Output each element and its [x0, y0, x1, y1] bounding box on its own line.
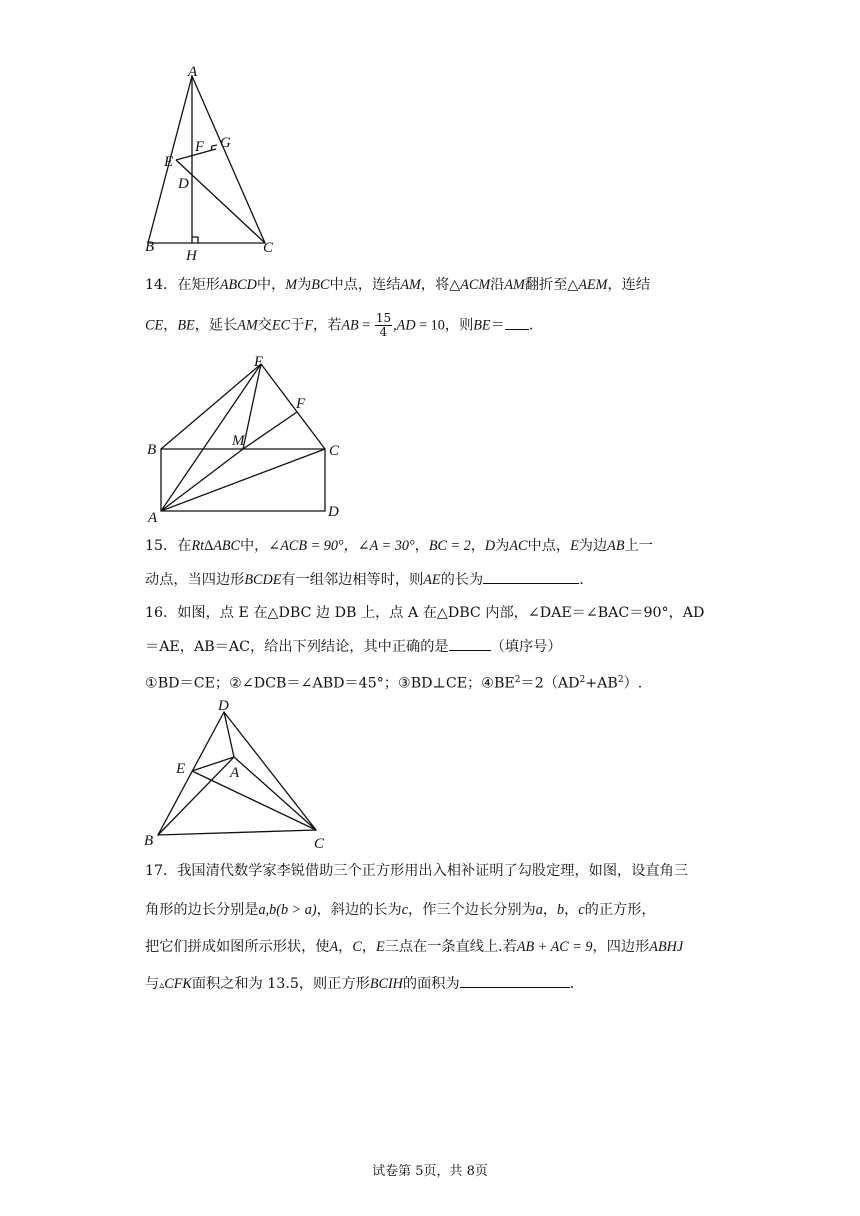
label-d: D — [178, 176, 189, 192]
right-angle-h — [192, 237, 198, 243]
text: 在 — [177, 538, 192, 554]
math: ,AD — [393, 317, 416, 334]
text: 的长为 — [440, 572, 484, 588]
text: ，作三个边长分别为 — [408, 902, 536, 918]
label-h: H — [186, 248, 197, 262]
math: CFK — [164, 976, 192, 992]
label-b: B — [145, 239, 155, 255]
text: 于 — [290, 317, 305, 334]
math: D — [484, 538, 496, 554]
text: ，连结 — [607, 277, 651, 293]
text: 有一组邻边相等时，则 — [281, 572, 424, 588]
answer-blank — [460, 973, 570, 988]
label-d: D — [328, 504, 339, 520]
question-16-line2 — [145, 636, 562, 657]
segment-ec — [192, 771, 316, 830]
label-c: C — [263, 240, 274, 256]
superscript: 2 — [579, 675, 586, 685]
math: BCIH — [369, 976, 403, 992]
text: ，四边形 — [592, 939, 650, 955]
math: c — [578, 902, 585, 918]
text: ，则 — [444, 317, 474, 334]
question-17-line2 — [145, 900, 656, 920]
math: M — [285, 277, 298, 293]
fraction-denominator: 4 — [379, 325, 388, 339]
label-f: F — [195, 139, 205, 155]
text: ， — [414, 538, 429, 554]
text: 中点，连结 — [329, 277, 401, 293]
text: 在矩形 — [177, 277, 220, 293]
text: . — [579, 572, 584, 588]
math: AM — [237, 317, 258, 334]
label-e: E — [254, 354, 264, 370]
text: 三点在一条直线上.若 — [384, 939, 517, 955]
math: A — [329, 939, 339, 955]
label-c: C — [314, 836, 325, 852]
label-a: A — [148, 510, 158, 526]
segment-ac — [234, 757, 316, 830]
text: 角形的边长分别是 — [145, 902, 259, 918]
text: ＝AE，AB＝AC，给出下列结论，其中正确的是 — [145, 639, 449, 655]
question-17-line4 — [145, 973, 574, 996]
question-17-line1: 17．我国清代数学家李锐借助三个正方形用出入相补证明了勾股定理，如图，设直角三 — [145, 863, 688, 879]
label-b: B — [144, 833, 154, 849]
math: AE — [423, 572, 441, 588]
segment-mf — [243, 412, 297, 449]
math: ▵ — [159, 980, 165, 991]
text: 沿 — [490, 277, 505, 293]
text: ，延长 — [194, 317, 238, 334]
math: AM — [400, 277, 421, 293]
text: ， — [338, 939, 353, 955]
math: AB — [341, 317, 359, 334]
math: a — [535, 902, 543, 918]
text: 交 — [257, 317, 272, 334]
text: 面积之和为 13.5，则正方形 — [191, 976, 370, 992]
question-number: 15． — [145, 538, 178, 554]
text: 为 — [297, 277, 312, 293]
math: Rt — [191, 538, 205, 554]
math: EC — [271, 317, 291, 334]
math: ACM — [460, 277, 491, 293]
math: Δ — [204, 538, 214, 554]
text: ，斜边的长为 — [316, 902, 402, 918]
text: 上一 — [624, 538, 653, 554]
math: ABHJ — [649, 939, 684, 955]
math: AEM — [578, 277, 608, 293]
text: ， — [470, 538, 485, 554]
text: 把它们拼成如图所示形状，使 — [145, 939, 330, 955]
triangle-figure-q16 — [140, 692, 340, 852]
triangle-figure-q13 — [140, 62, 290, 262]
segment-ec — [176, 160, 265, 243]
text: 为 — [495, 538, 510, 554]
math: ABC — [213, 538, 240, 554]
math: ∠A = 30° — [357, 538, 415, 554]
label-e: E — [176, 761, 186, 777]
fraction-15-4 — [375, 312, 392, 339]
math: AB — [607, 538, 625, 554]
label-g: G — [220, 135, 231, 151]
text: ， — [343, 538, 358, 554]
text: 中， — [239, 538, 269, 554]
text: ＝2（AD — [520, 675, 580, 692]
text: 中， — [256, 277, 286, 293]
label-b: B — [147, 442, 157, 458]
question-14-line2 — [145, 312, 533, 339]
math: = — [358, 317, 374, 334]
question-16-line1: 16．如图，点 E 在△DBC 边 DB 上，点 A 在△DBC 内部，∠DAE＝∠BAC＝90°，AD — [145, 605, 705, 621]
math: BE — [473, 317, 491, 334]
math: ABCD — [219, 277, 257, 293]
answer-blank — [505, 315, 529, 330]
math: E — [376, 939, 385, 955]
answer-blank — [449, 636, 491, 651]
page-footer: 试卷第 5页，共 8页 — [372, 1164, 488, 1179]
math: ∠ACB = 90° — [268, 538, 344, 554]
segment-ac — [161, 449, 325, 511]
text: （填序号） — [490, 639, 562, 655]
text: ， — [542, 902, 558, 918]
math: (b > a) — [276, 902, 317, 918]
text: ，若 — [312, 317, 342, 334]
text: +AB — [585, 675, 618, 692]
math: CE — [145, 317, 164, 334]
segment-ba — [158, 757, 234, 835]
label-e: E — [164, 154, 174, 170]
text: ， — [361, 939, 376, 955]
math: BC — [311, 277, 330, 293]
text: ， — [163, 317, 178, 334]
question-17-line3 — [145, 937, 683, 957]
text: 的正方形， — [584, 902, 656, 918]
text: 与 — [145, 976, 160, 992]
text: ）. — [623, 675, 643, 692]
superscript: 2 — [617, 675, 624, 685]
question-15-line2 — [145, 569, 584, 590]
label-m: M — [232, 433, 245, 449]
math: F — [304, 317, 313, 334]
text: ＝ — [490, 317, 505, 334]
label-d: D — [218, 698, 229, 714]
question-14-line1 — [145, 275, 650, 295]
text: 动点，当四边形 — [145, 572, 245, 588]
label-f: F — [296, 396, 306, 412]
math: AC — [509, 538, 528, 554]
math: c — [401, 902, 409, 918]
answer-blank — [483, 569, 579, 584]
segment-am — [161, 449, 243, 511]
label-a: A — [230, 765, 240, 781]
math: AB + AC = 9 — [516, 939, 593, 955]
question-16-line3 — [145, 670, 642, 694]
text: . — [569, 976, 575, 992]
math: E — [570, 538, 579, 554]
label-c: C — [329, 443, 340, 459]
math: C — [352, 939, 362, 955]
text: 为边 — [578, 538, 608, 554]
segment-ec — [261, 364, 325, 449]
text: . — [528, 317, 534, 334]
text: 中点， — [527, 538, 571, 554]
text: ①BD＝CE；②∠DCB＝∠ABD＝45°；③BD⊥CE；④BE — [145, 675, 515, 692]
text: ，将△ — [420, 277, 461, 293]
rectangle-figure-q14 — [140, 352, 360, 527]
math: BC = 2 — [428, 538, 471, 554]
text: 翻折至△ — [524, 277, 579, 293]
fraction-numerator: 15 — [375, 311, 392, 325]
question-number: 14． — [145, 277, 178, 293]
math: = 10 — [415, 317, 445, 334]
math: a,b — [258, 902, 277, 918]
math: BE — [177, 317, 195, 334]
math: b — [557, 902, 565, 918]
text: 的面积为 — [402, 976, 460, 992]
math: BCDE — [244, 572, 282, 588]
label-a: A — [188, 64, 198, 80]
math: AM — [504, 277, 525, 293]
text: ， — [564, 902, 579, 918]
superscript: 2 — [514, 675, 521, 685]
question-15-line1 — [145, 536, 653, 556]
